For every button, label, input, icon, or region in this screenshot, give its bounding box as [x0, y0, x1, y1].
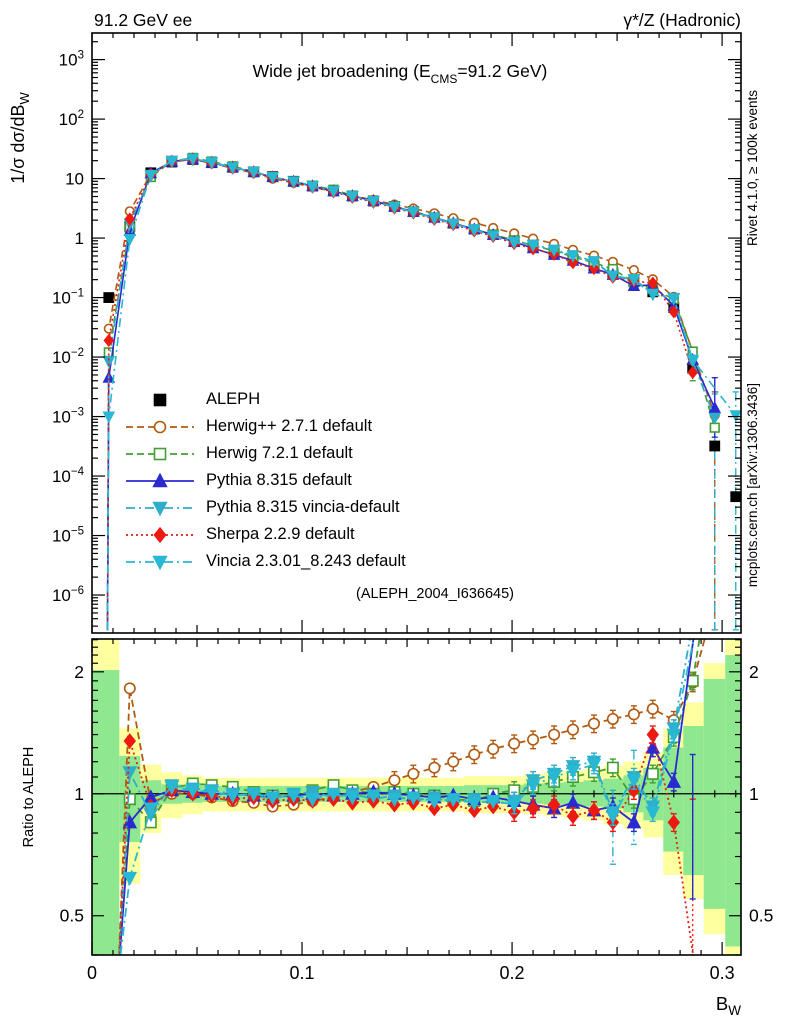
legend-label-aleph: ALEPH	[206, 390, 261, 408]
x-tick-label: 0.3	[709, 963, 735, 983]
y-tick-label-main: $10^{-4}$	[51, 466, 84, 487]
y-tick-label-main: $10^2$	[58, 109, 84, 130]
plot-title: Wide jet broadening ($E_{CMS}=91.2$ GeV)	[252, 61, 548, 86]
herwigpp-ratio-marker	[125, 683, 135, 693]
herwigpp-ratio-marker	[488, 744, 498, 754]
legend-marker-sherpa	[124, 526, 196, 544]
x-tick-label: 0.2	[499, 963, 525, 983]
legend-glyph-aleph	[155, 394, 166, 405]
herwig7-ratio-marker	[648, 769, 658, 779]
herwigpp-ratio-marker	[429, 762, 439, 772]
herwigpp-ratio-marker	[608, 714, 618, 724]
legend-marker-vincia	[124, 553, 196, 571]
herwigpp-ratio-marker	[469, 749, 479, 759]
legend-marker-pythia	[124, 472, 196, 490]
header-right: γ*/Z (Hadronic)	[623, 10, 741, 30]
legend-label-sherpa: Sherpa 2.2.9 default	[206, 525, 355, 543]
y-tick-label-main: $10^3$	[58, 49, 84, 70]
herwig7-ratio-marker	[608, 762, 618, 772]
legend-glyph-herwig7	[155, 448, 166, 459]
legend-marker-herwig7	[124, 445, 196, 463]
legend-label-herwig7: Herwig 7.2.1 default	[206, 444, 353, 462]
legend-label-herwigpp: Herwig++ 2.7.1 default	[206, 417, 373, 435]
legend-item-herwig7	[124, 440, 464, 467]
band-green	[683, 726, 703, 875]
rivet-version-text: Rivet 4.1.0, ≥ 100k events	[745, 90, 760, 246]
herwigpp-ratio-marker	[528, 734, 538, 744]
legend-item-sherpa	[124, 521, 464, 548]
x-axis-label: $B_W$	[715, 993, 741, 1018]
y-tick-label-main: 1	[74, 229, 84, 249]
y-tick-label-main: $10^{-1}$	[51, 287, 84, 308]
herwigpp-ratio-marker	[629, 709, 639, 719]
legend-marker-pythia_vincia	[124, 499, 196, 517]
legend	[124, 386, 464, 575]
legend-marker-aleph	[124, 391, 196, 409]
herwigpp-ratio-marker	[568, 724, 578, 734]
legend-item-herwigpp	[124, 413, 464, 440]
x-tick-label: 0	[86, 963, 98, 983]
x-tick-label: 0.1	[289, 963, 315, 983]
legend-label-pythia_vincia: Pythia 8.315 vincia-default	[206, 498, 400, 516]
band-green	[725, 655, 741, 946]
legend-item-pythia_vincia	[124, 494, 464, 521]
header-left: 91.2 GeV ee	[94, 10, 193, 30]
y-tick-label-main: $10^{-6}$	[51, 585, 84, 606]
y-tick-label-ratio-right: 1	[749, 783, 759, 804]
legend-glyph-sherpa	[155, 528, 166, 542]
mcplots-credit-text: mcplots.cern.ch [arXiv:1306.3436]	[745, 382, 760, 588]
legend-marker-herwigpp	[124, 418, 196, 436]
herwigpp-ratio-marker	[549, 729, 559, 739]
legend-label-vincia: Vincia 2.3.01_8.243 default	[206, 552, 406, 570]
y-tick-label-ratio-left: 0.5	[59, 905, 84, 926]
herwigpp-ratio-marker	[408, 769, 418, 779]
y-tick-label-main: 10	[65, 169, 84, 189]
herwigpp-ratio-marker	[589, 718, 599, 728]
y-axis-label-ratio: Ratio to ALEPH	[21, 746, 37, 848]
y-tick-label-ratio-right: 0.5	[749, 905, 774, 926]
watermark: (ALEPH_2004_I636645)	[355, 586, 515, 602]
aleph-marker	[710, 441, 719, 450]
legend-item-aleph	[124, 386, 464, 413]
sherpa-ratio-marker	[648, 728, 658, 741]
herwigpp-marker	[630, 266, 639, 275]
herwigpp-ratio-marker	[509, 738, 519, 748]
y-tick-label-main: $10^{-3}$	[51, 406, 84, 427]
legend-item-pythia	[124, 467, 464, 494]
vincia-marker	[104, 412, 114, 421]
aleph-marker	[104, 293, 113, 302]
legend-label-pythia: Pythia 8.315 default	[206, 471, 352, 489]
herwigpp-ratio-marker	[448, 756, 458, 766]
y-tick-label-main: $10^{-2}$	[51, 347, 84, 368]
y-tick-label-main: $10^{-5}$	[51, 525, 84, 546]
y-axis-label-main: 1/σ $d\sigma/dB_W$	[8, 92, 32, 184]
y-tick-label-ratio-left: 1	[74, 783, 84, 804]
legend-glyph-herwigpp	[155, 421, 166, 432]
herwigpp-ratio-marker	[648, 704, 658, 714]
y-tick-label-ratio-left: 2	[74, 661, 84, 682]
herwigpp-ratio-marker	[389, 775, 399, 785]
legend-item-vincia	[124, 548, 464, 575]
y-tick-label-ratio-right: 2	[749, 661, 759, 682]
